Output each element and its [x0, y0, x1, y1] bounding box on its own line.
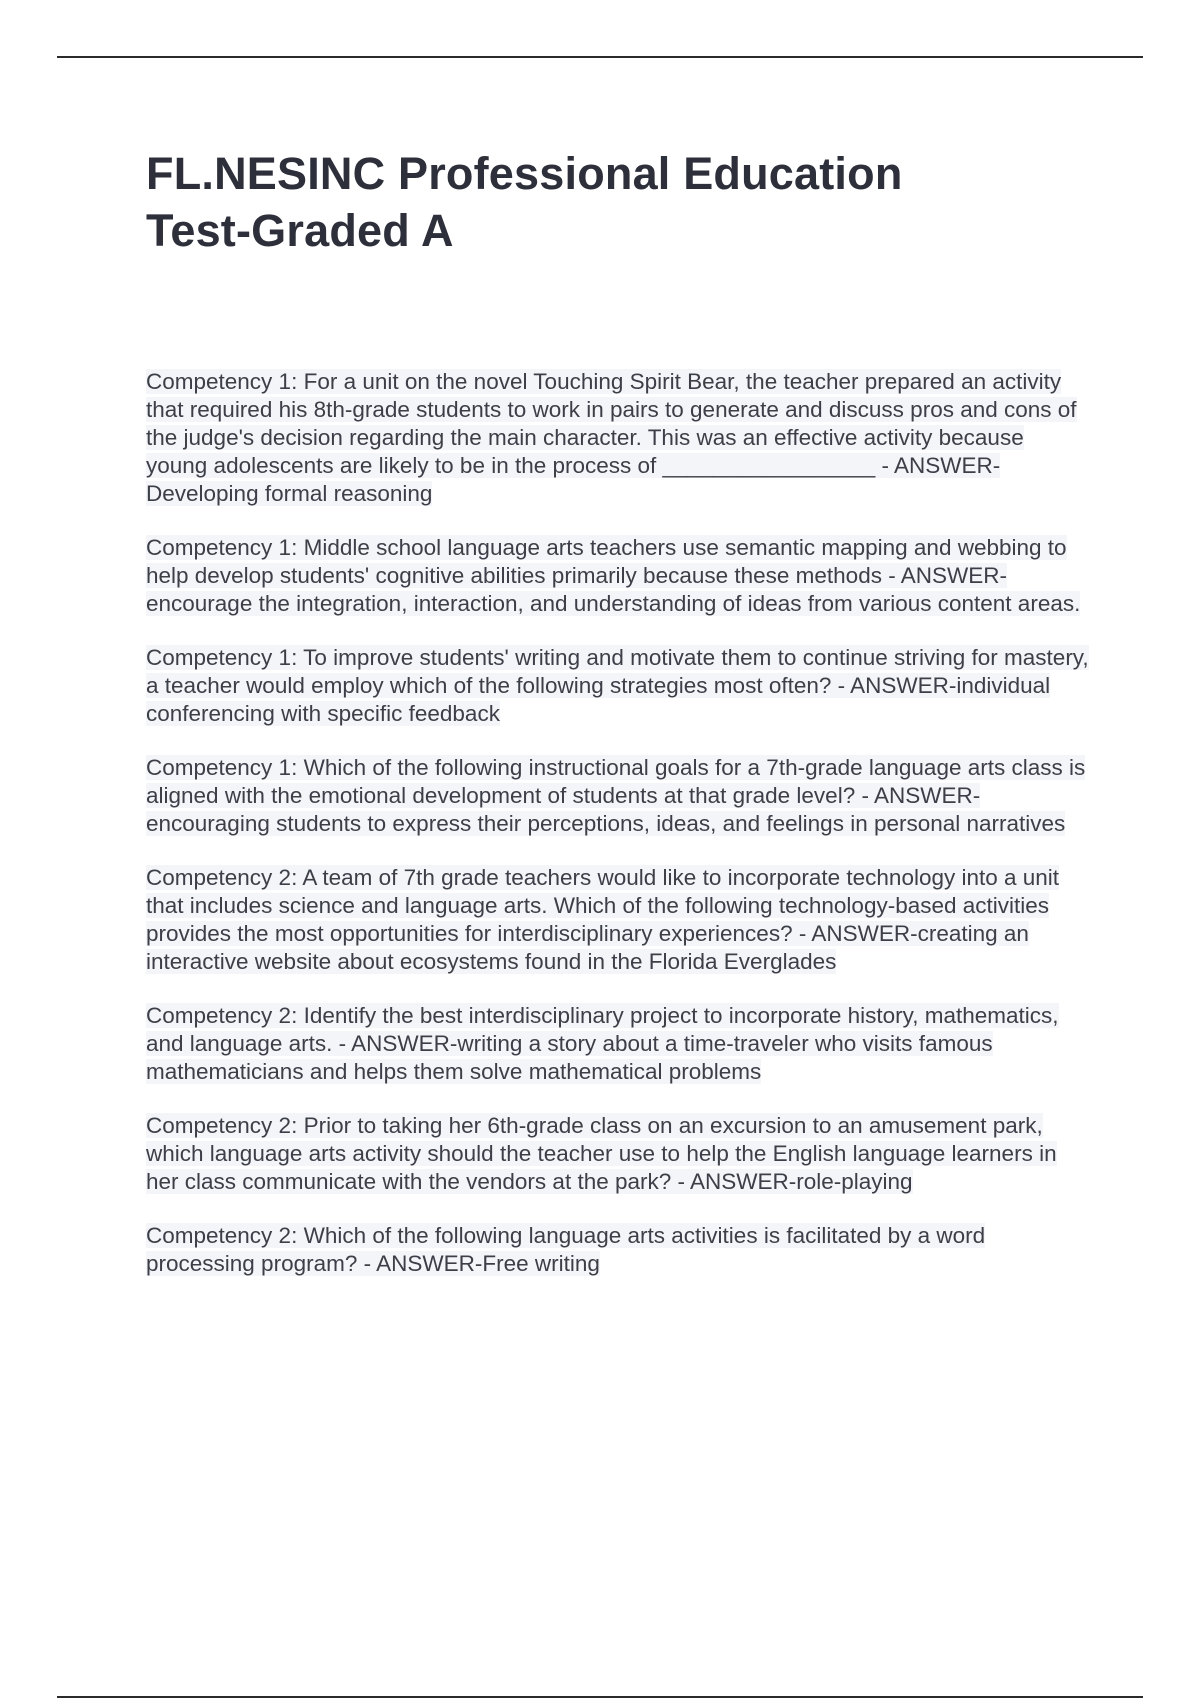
qa-item: [146, 754, 1091, 838]
document-title: [146, 145, 1076, 259]
qa-text: Competency 1: Which of the following instructional goals for a 7th-grade language arts class is aligned with the emotional development of students at that grade level? - ANSWER-encouraging students to express their perceptions, ideas, and feelings in personal narratives: [146, 755, 1086, 836]
bottom-divider: [57, 1696, 1143, 1698]
qa-item: [146, 1222, 1091, 1278]
qa-text: Competency 2: Identify the best interdisciplinary project to incorporate history, mathematics, and language arts. - ANSWER-writing a story about a time-traveler who visits famous mathematicians and helps them solve mathematical problems: [146, 1003, 1059, 1084]
qa-item: [146, 368, 1091, 508]
qa-item: [146, 644, 1091, 728]
qa-item: [146, 1002, 1091, 1086]
qa-list: [146, 368, 1091, 1304]
title-line-2: Test-Graded A: [146, 205, 454, 256]
top-divider: [57, 56, 1143, 58]
qa-item: [146, 864, 1091, 976]
qa-item: [146, 1112, 1091, 1196]
qa-text: Competency 1: To improve students' writing and motivate them to continue striving for mastery, a teacher would employ which of the following strategies most often? - ANSWER-individual conferencing with specific feedback: [146, 645, 1089, 726]
title-line-1: FL.NESINC Professional Education: [146, 148, 903, 199]
qa-text: Competency 1: For a unit on the novel Touching Spirit Bear, the teacher prepared an activity that required his 8th-grade students to work in pairs to generate and discuss pros and cons of the judge's decision regarding the main character. This was an effective activity because young adolescents are likely to be in the process of _________________ - ANSWER-Developing formal reasoning: [146, 369, 1077, 506]
qa-item: [146, 534, 1091, 618]
qa-text: Competency 1: Middle school language arts teachers use semantic mapping and webbing to help develop students' cognitive abilities primarily because these methods - ANSWER-encourage the integration, interaction, and understanding of ideas from various content areas.: [146, 535, 1081, 616]
qa-text: Competency 2: Which of the following language arts activities is facilitated by a word processing program? - ANSWER-Free writing: [146, 1223, 986, 1276]
qa-text: Competency 2: A team of 7th grade teachers would like to incorporate technology into a unit that includes science and language arts. Which of the following technology-based activities provides the most opportunities for interdisciplinary experiences? - ANSWER-creating an interactive website about ecosystems found in the Florida Everglades: [146, 865, 1060, 974]
qa-text: Competency 2: Prior to taking her 6th-grade class on an excursion to an amusement park, which language arts activity should the teacher use to help the English language learners in her class communicate with the vendors at the park? - ANSWER-role-playing: [146, 1113, 1057, 1194]
